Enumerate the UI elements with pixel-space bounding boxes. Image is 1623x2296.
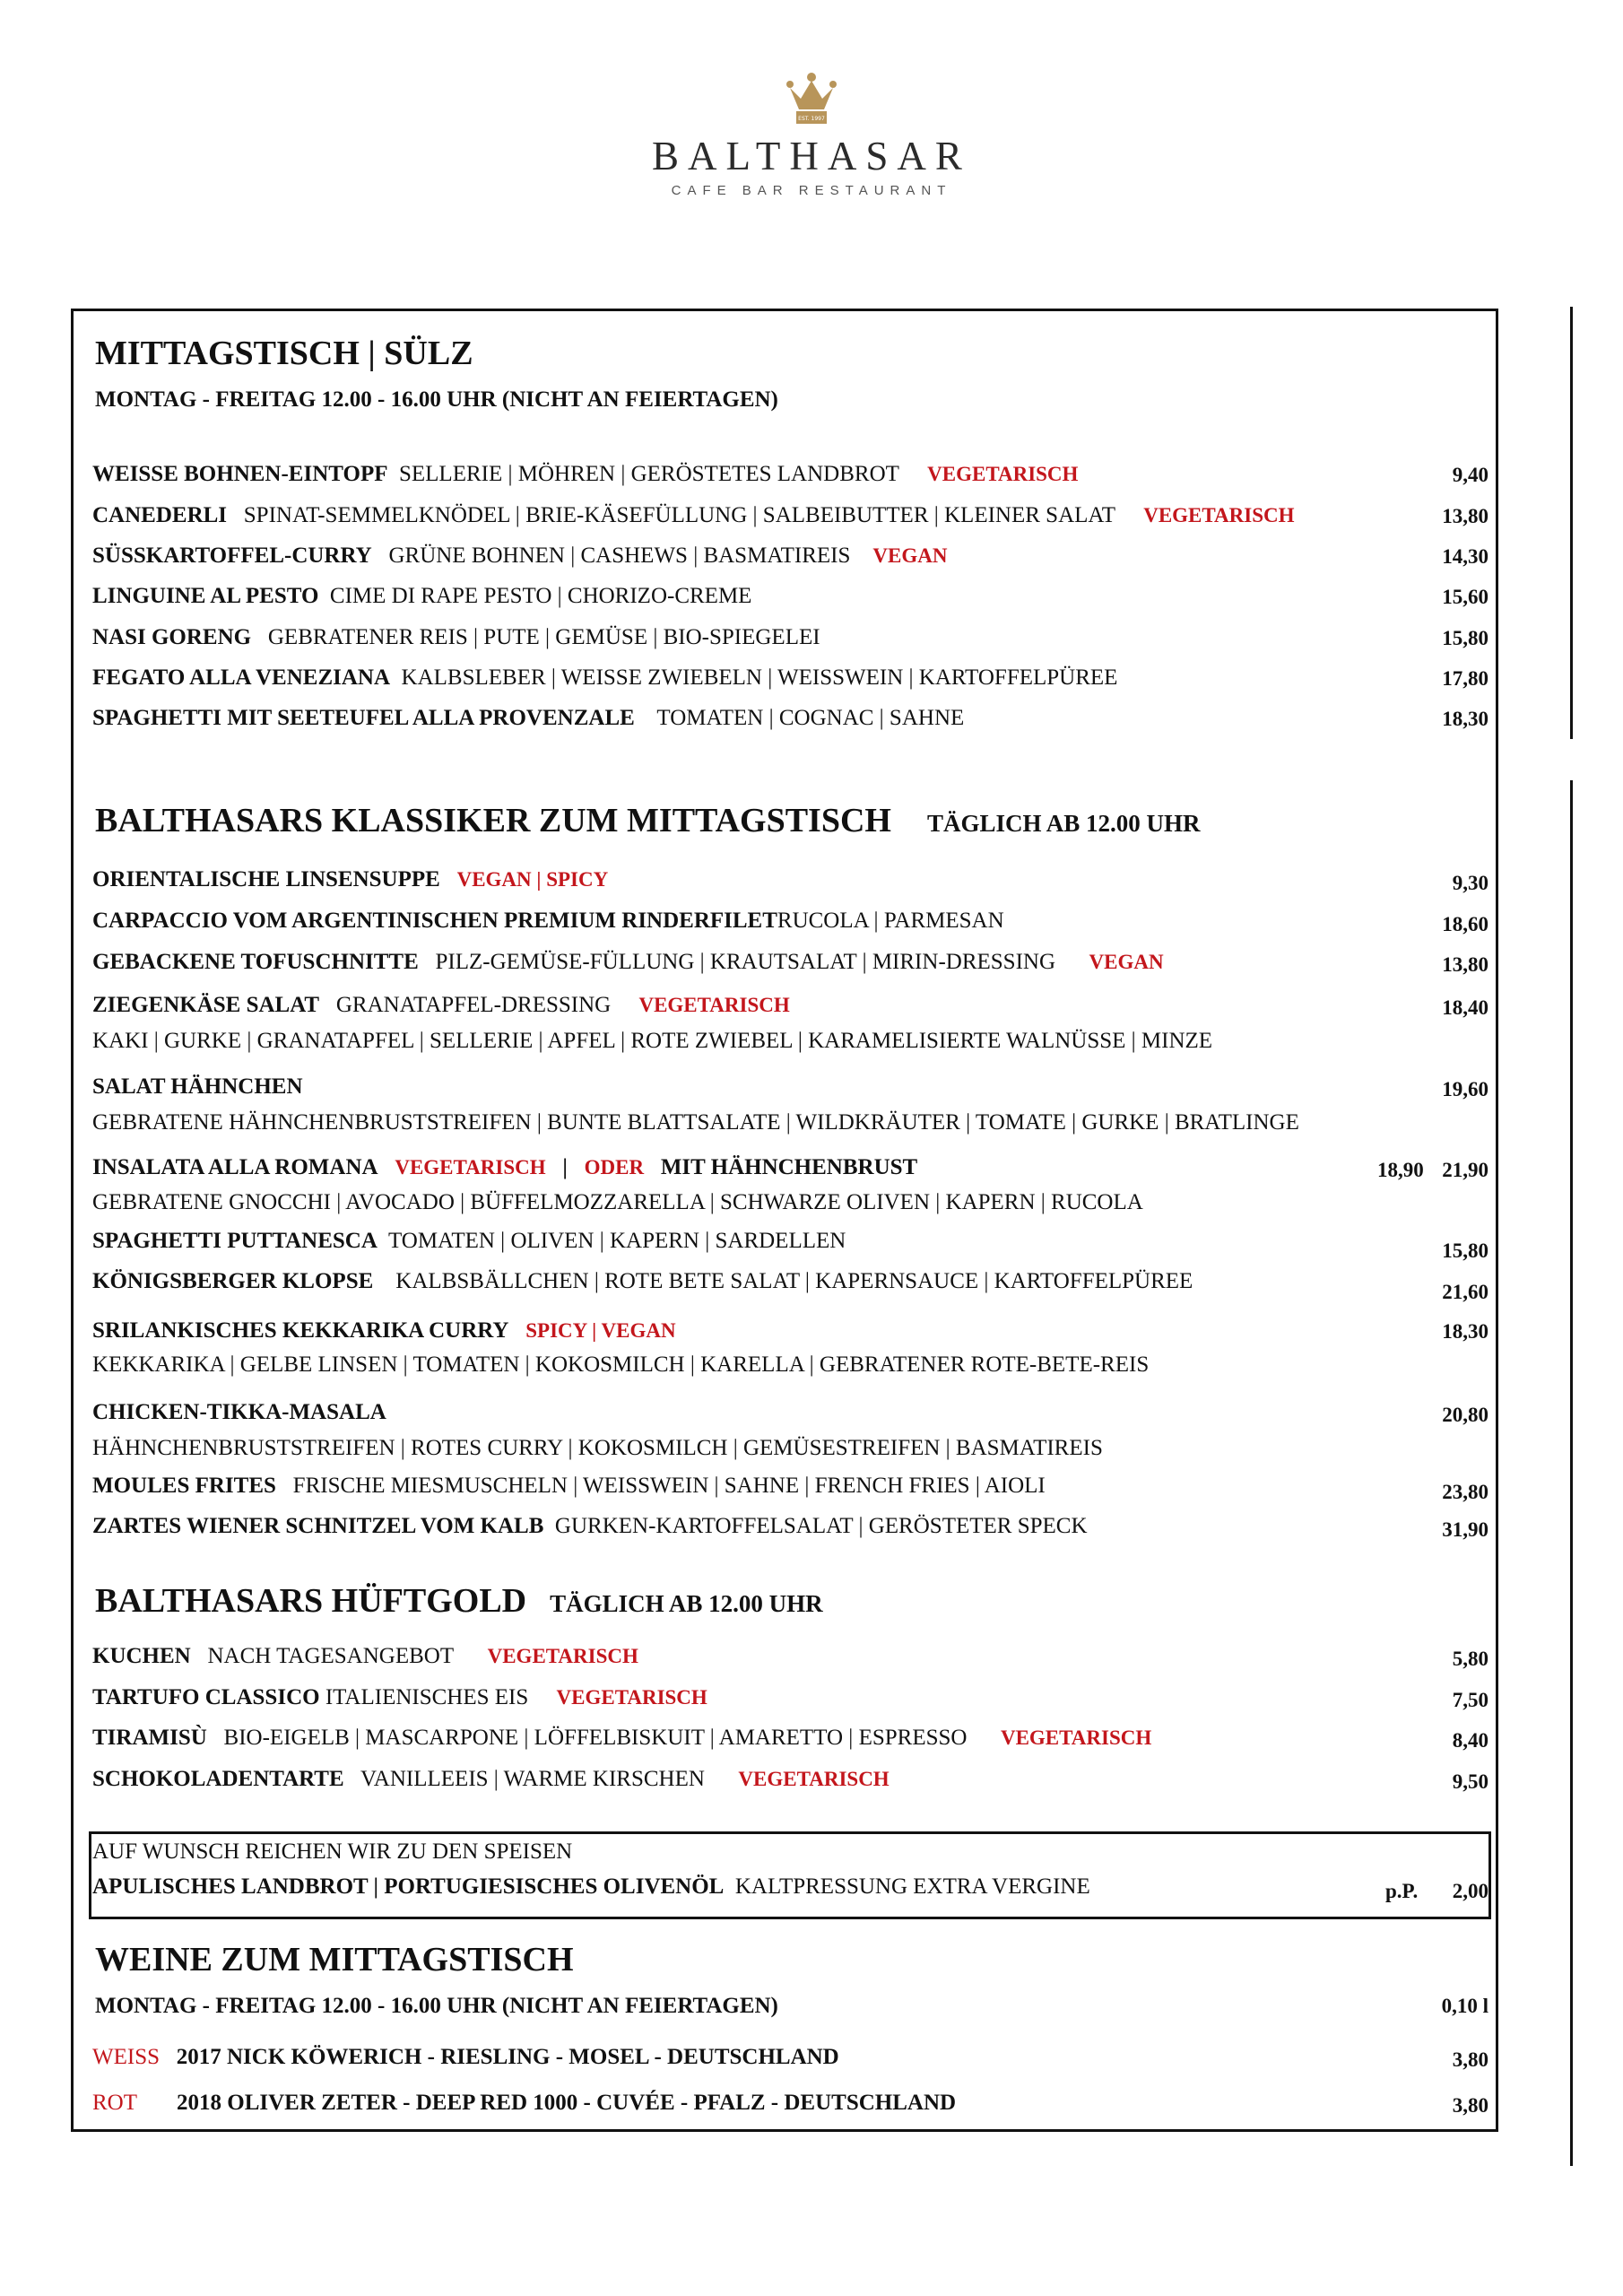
item-price: 3,80 xyxy=(1452,2048,1488,2071)
side-rule xyxy=(1570,780,1573,2166)
item-description: GEBRATENE HÄHNCHENBRUSTSTREIFEN | BUNTE BLATTSALATE | WILDKRÄUTER | TOMATE | GURKE | BRATLINGE xyxy=(92,1110,1299,1135)
item-description: KEKKARIKA | GELBE LINSEN | TOMATEN | KOKOSMILCH | KARELLA | GEBRATENER ROTE-BETE-REIS xyxy=(92,1352,1150,1377)
section-subtitle: MONTAG - FREITAG 12.00 - 16.00 UHR (NICHT AN FEIERTAGEN) xyxy=(95,1994,778,2018)
brand-tagline: CAFE BAR RESTAURANT xyxy=(671,183,952,198)
item-price: 7,50 xyxy=(1452,1689,1488,1711)
item-price: 18,30 xyxy=(1442,1320,1488,1343)
item-price: 18,30 xyxy=(1442,708,1488,730)
menu-item: SPAGHETTI PUTTANESCA TOMATEN | OLIVEN | KAPERN | SARDELLEN xyxy=(92,1229,846,1253)
menu-item: ZARTES WIENER SCHNITZEL VOM KALB GURKEN-KARTOFFELSALAT | GERÖSTETER SPECK xyxy=(92,1514,1088,1538)
item-price: 9,40 xyxy=(1452,464,1488,486)
menu-item: TIRAMISÙ BIO-EIGELB | MASCARPONE | LÖFFELBISKUIT | AMARETTO | ESPRESSO VEGETARISCH xyxy=(92,1726,1152,1750)
item-price: 9,50 xyxy=(1452,1770,1488,1793)
item-price: 3,80 xyxy=(1452,2094,1488,2117)
item-price: 18,40 xyxy=(1442,996,1488,1019)
section-title: BALTHASARS HÜFTGOLD TÄGLICH AB 12.00 UHR xyxy=(95,1582,823,1620)
menu-item: WEISSE BOHNEN-EINTOPF SELLERIE | MÖHREN | GERÖSTETES LANDBROT VEGETARISCH xyxy=(92,462,1079,486)
item-price: 31,90 xyxy=(1442,1518,1488,1541)
item-price: 15,60 xyxy=(1442,586,1488,608)
brand-name: BALTHASAR xyxy=(652,134,971,178)
menu-item: ZIEGENKÄSE SALAT GRANATAPFEL-DRESSING VEGETARISCH xyxy=(92,993,790,1017)
wine-item: WEISS 2017 NICK KÖWERICH - RIESLING - MOSEL - DEUTSCHLAND xyxy=(92,2045,839,2069)
item-price: 9,30 xyxy=(1452,872,1488,894)
item-price: 21,60 xyxy=(1442,1281,1488,1303)
item-price: 14,30 xyxy=(1442,545,1488,568)
section-note: TÄGLICH AB 12.00 UHR xyxy=(926,810,1201,837)
menu-item: SPAGHETTI MIT SEETEUFEL ALLA PROVENZALE TOMATEN | COGNAC | SAHNE xyxy=(92,706,965,730)
item-price: 15,80 xyxy=(1442,627,1488,649)
item-price: 13,80 xyxy=(1442,953,1488,976)
item-price: 17,80 xyxy=(1442,667,1488,690)
menu-item: SCHOKOLADENTARTE VANILLEEIS | WARME KIRSCHEN VEGETARISCH xyxy=(92,1767,890,1791)
item-price: 2,00 xyxy=(1452,1880,1488,1902)
item-price: 13,80 xyxy=(1442,505,1488,527)
item-description: GEBRATENE GNOCCHI | AVOCADO | BÜFFELMOZZARELLA | SCHWARZE OLIVEN | KAPERN | RUCOLA xyxy=(92,1190,1143,1214)
menu-item: NASI GORENG GEBRATENER REIS | PUTE | GEMÜSE | BIO-SPIEGELEI xyxy=(92,625,820,649)
item-price: 15,80 xyxy=(1442,1239,1488,1262)
menu-item: LINGUINE AL PESTO CIME DI RAPE PESTO | CHORIZO-CREME xyxy=(92,584,752,608)
item-description: KAKI | GURKE | GRANATAPFEL | SELLERIE | APFEL | ROTE ZWIEBEL | KARAMELISIERTE WALNÜSSE | MINZE xyxy=(92,1029,1213,1053)
section-note: TÄGLICH AB 12.00 UHR xyxy=(550,1590,823,1617)
menu-item: SALAT HÄHNCHEN xyxy=(92,1074,303,1099)
bread-unit: p.P. xyxy=(1385,1880,1419,1902)
menu-item: KUCHEN NACH TAGESANGEBOT VEGETARISCH xyxy=(92,1644,638,1668)
logo xyxy=(0,72,1623,198)
menu-item: KÖNIGSBERGER KLOPSE KALBSBÄLLCHEN | ROTE BETE SALAT | KAPERNSAUCE | KARTOFFELPÜREE xyxy=(92,1269,1193,1293)
item-price: 8,40 xyxy=(1452,1729,1488,1752)
bread-item: APULISCHES LANDBROT | PORTUGIESISCHES OLIVENÖL KALTPRESSUNG EXTRA VERGINE xyxy=(92,1874,1090,1899)
menu-item: CANEDERLI SPINAT-SEMMELKNÖDEL | BRIE-KÄSEFÜLLUNG | SALBEIBUTTER | KLEINER SALAT VEGETARISCH xyxy=(92,503,1295,527)
menu-item: TARTUFO CLASSICO ITALIENISCHES EIS VEGETARISCH xyxy=(92,1685,707,1709)
menu-item: CARPACCIO VOM ARGENTINISCHEN PREMIUM RINDERFILETRUCOLA | PARMESAN xyxy=(92,909,1004,933)
menu-item: GEBACKENE TOFUSCHNITTE PILZ-GEMÜSE-FÜLLUNG | KRAUTSALAT | MIRIN-DRESSING VEGAN xyxy=(92,950,1164,974)
menu-item: ORIENTALISCHE LINSENSUPPE VEGAN | SPICY xyxy=(92,867,609,891)
menu-item: INSALATA ALLA ROMANA VEGETARISCH | ODER MIT HÄHNCHENBRUST xyxy=(92,1155,918,1179)
item-price: 19,60 xyxy=(1442,1078,1488,1100)
menu-item: SRILANKISCHES KEKKARIKA CURRY SPICY | VEGAN xyxy=(92,1318,676,1343)
item-price: 20,80 xyxy=(1442,1404,1488,1426)
item-price: 18,90 xyxy=(1377,1159,1424,1181)
bread-intro: AUF WUNSCH REICHEN WIR ZU DEN SPEISEN xyxy=(92,1839,573,1864)
section-subtitle: MONTAG - FREITAG 12.00 - 16.00 UHR (NICHT AN FEIERTAGEN) xyxy=(95,387,778,412)
item-price: 23,80 xyxy=(1442,1481,1488,1503)
item-price: 5,80 xyxy=(1452,1648,1488,1670)
menu-item: CHICKEN-TIKKA-MASALA xyxy=(92,1400,386,1424)
wine-volume: 0,10 l xyxy=(1441,1995,1488,2017)
crown-icon xyxy=(785,72,838,127)
wine-item: ROT 2018 OLIVER ZETER - DEEP RED 1000 - CUVÉE - PFALZ - DEUTSCHLAND xyxy=(92,2091,957,2115)
section-title: BALTHASARS KLASSIKER ZUM MITTAGSTISCH TÄGLICH AB 12.00 UHR xyxy=(95,802,1201,839)
item-price: 21,90 xyxy=(1442,1159,1488,1181)
menu-item: FEGATO ALLA VENEZIANA KALBSLEBER | WEISSE ZWIEBELN | WEISSWEIN | KARTOFFELPÜREE xyxy=(92,665,1118,690)
side-rule xyxy=(1570,307,1573,739)
item-description: HÄHNCHENBRUSTSTREIFEN | ROTES CURRY | KOKOSMILCH | GEMÜSESTREIFEN | BASMATIREIS xyxy=(92,1436,1103,1460)
item-price: 18,60 xyxy=(1442,913,1488,935)
svg-text:EST. 1997: EST. 1997 xyxy=(798,116,825,122)
section-title: MITTAGSTISCH | SÜLZ xyxy=(95,335,473,372)
menu-item: MOULES FRITES FRISCHE MIESMUSCHELN | WEISSWEIN | SAHNE | FRENCH FRIES | AIOLI xyxy=(92,1474,1046,1498)
section-title: WEINE ZUM MITTAGSTISCH xyxy=(95,1941,574,1979)
menu-item: SÜSSKARTOFFEL-CURRY GRÜNE BOHNEN | CASHEWS | BASMATIREIS VEGAN xyxy=(92,544,948,568)
